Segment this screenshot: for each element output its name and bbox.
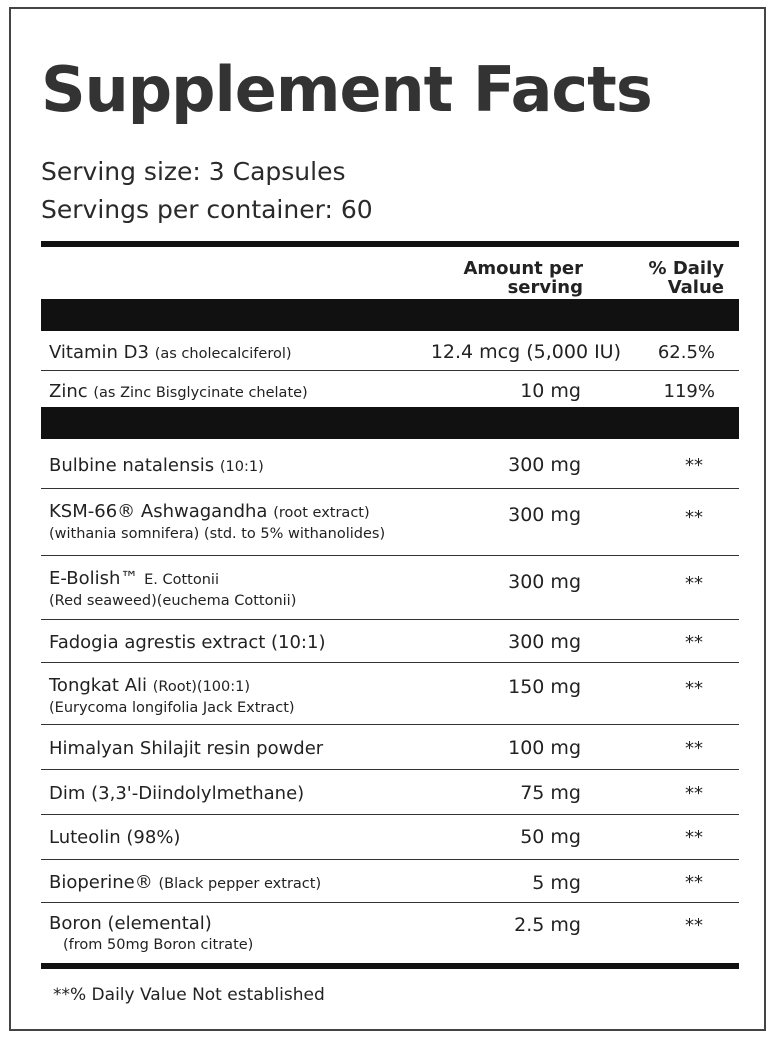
ingredient-dv: ** — [685, 573, 703, 594]
ingredient-name-main: Fadogia agrestis extract (10:1) — [49, 632, 326, 653]
ingredient-name — [49, 675, 250, 696]
ingredient-name-main: Luteolin (98%) — [49, 827, 181, 848]
ingredient-name — [49, 872, 321, 893]
bottom-thick-rule — [41, 963, 739, 969]
dv-header-line2: Value — [667, 277, 724, 298]
ingredient-amount: 300 mg — [508, 631, 581, 653]
ingredient-name-detail: (Black pepper extract) — [158, 876, 322, 892]
ingredient-dv: ** — [685, 507, 703, 528]
ingredient-name — [49, 632, 325, 653]
ingredient-name — [49, 568, 219, 589]
ingredient-name — [49, 827, 180, 848]
ingredient-dv: ** — [685, 455, 703, 476]
amount-header-line2: serving — [507, 277, 583, 298]
ingredient-name-main: Boron (elemental) — [49, 913, 212, 934]
ingredient-row — [41, 439, 739, 489]
ingredient-name-detail: E. Cottonii — [144, 572, 219, 588]
ingredient-name-main: E-Bolish™ — [49, 568, 139, 589]
ingredient-row — [41, 489, 739, 556]
ingredient-amount: 300 mg — [508, 454, 581, 476]
ingredient-row — [41, 903, 739, 963]
top-thick-rule — [41, 241, 739, 247]
ingredient-name-main: Himalyan Shilajit resin powder — [49, 738, 324, 759]
ingredient-subline: (Red seaweed)(euchema Cottonii) — [49, 593, 297, 609]
ingredient-name — [49, 455, 264, 476]
amount-header-line1: Amount per — [463, 258, 583, 279]
dv-header — [611, 259, 724, 297]
ingredient-name-main: Tongkat Ali — [49, 675, 148, 696]
ingredient-dv: ** — [685, 783, 703, 804]
ingredient-name-main: Bioperine® — [49, 872, 153, 893]
ingredient-name-main: Dim (3,3'-Diindolylmethane) — [49, 783, 305, 804]
ingredient-name-main: Bulbine natalensis — [49, 455, 215, 476]
ingredient-row — [41, 620, 739, 663]
ingredient-dv: ** — [685, 678, 703, 699]
ingredient-name-detail: (root extract) — [273, 505, 370, 521]
section-bar-proprietary — [41, 407, 739, 439]
serving-size: Serving size: 3 Capsules — [41, 157, 346, 186]
ingredient-amount: 50 mg — [520, 826, 581, 848]
nutrient-amount: 12.4 mcg (5,000 IU) — [430, 341, 621, 363]
nutrient-name-detail: (as Zinc Bisglycinate chelate) — [93, 385, 308, 401]
nutrient-dv: 62.5% — [657, 342, 715, 363]
nutrient-row-zinc — [41, 371, 739, 407]
servings-per-container: Servings per container: 60 — [41, 195, 373, 224]
ingredient-subline: (withania somnifera) (std. to 5% withanolides) — [49, 526, 386, 542]
ingredient-dv: ** — [685, 872, 703, 893]
ingredient-row — [41, 815, 739, 860]
ingredient-subline: (from 50mg Boron citrate) — [63, 937, 254, 953]
ingredient-amount: 100 mg — [508, 737, 581, 759]
dv-header-line1: % Daily — [648, 258, 724, 279]
nutrient-name-main: Vitamin D3 — [49, 342, 149, 363]
ingredient-amount: 2.5 mg — [514, 914, 581, 936]
ingredient-name — [49, 738, 323, 759]
ingredient-name-detail: (Root)(100:1) — [152, 679, 251, 695]
panel-title: Supplement Facts — [41, 53, 652, 126]
ingredient-name — [49, 913, 212, 934]
ingredient-amount: 75 mg — [520, 782, 581, 804]
ingredient-dv: ** — [685, 827, 703, 848]
nutrient-name — [49, 342, 292, 363]
ingredient-subline: (Eurycoma longifolia Jack Extract) — [49, 700, 295, 716]
ingredient-name — [49, 783, 304, 804]
ingredient-row — [41, 556, 739, 620]
ingredient-row — [41, 663, 739, 725]
ingredient-dv: ** — [685, 632, 703, 653]
ingredient-amount: 150 mg — [508, 676, 581, 698]
ingredient-row — [41, 860, 739, 903]
amount-header — [431, 259, 583, 297]
ingredient-name — [49, 501, 370, 522]
ingredient-amount: 300 mg — [508, 504, 581, 526]
ingredient-row — [41, 770, 739, 815]
nutrient-name-main: Zinc — [49, 381, 88, 402]
ingredient-name-detail: (10:1) — [219, 459, 264, 475]
ingredient-dv: ** — [685, 738, 703, 759]
ingredient-dv: ** — [685, 915, 703, 936]
ingredient-amount: 5 mg — [532, 872, 581, 894]
ingredient-row — [41, 725, 739, 770]
footnote: **% Daily Value Not established — [53, 985, 325, 1005]
nutrient-amount: 10 mg — [520, 380, 581, 402]
nutrient-row-vitamin-d3 — [41, 331, 739, 371]
nutrient-dv: 119% — [663, 381, 715, 402]
section-bar-vitamins — [41, 299, 739, 331]
nutrient-name — [49, 381, 308, 402]
ingredient-name-main: KSM-66® Ashwagandha — [49, 501, 268, 522]
nutrient-name-detail: (as cholecalciferol) — [154, 346, 292, 362]
ingredient-amount: 300 mg — [508, 571, 581, 593]
supplement-facts-panel — [9, 7, 766, 1031]
